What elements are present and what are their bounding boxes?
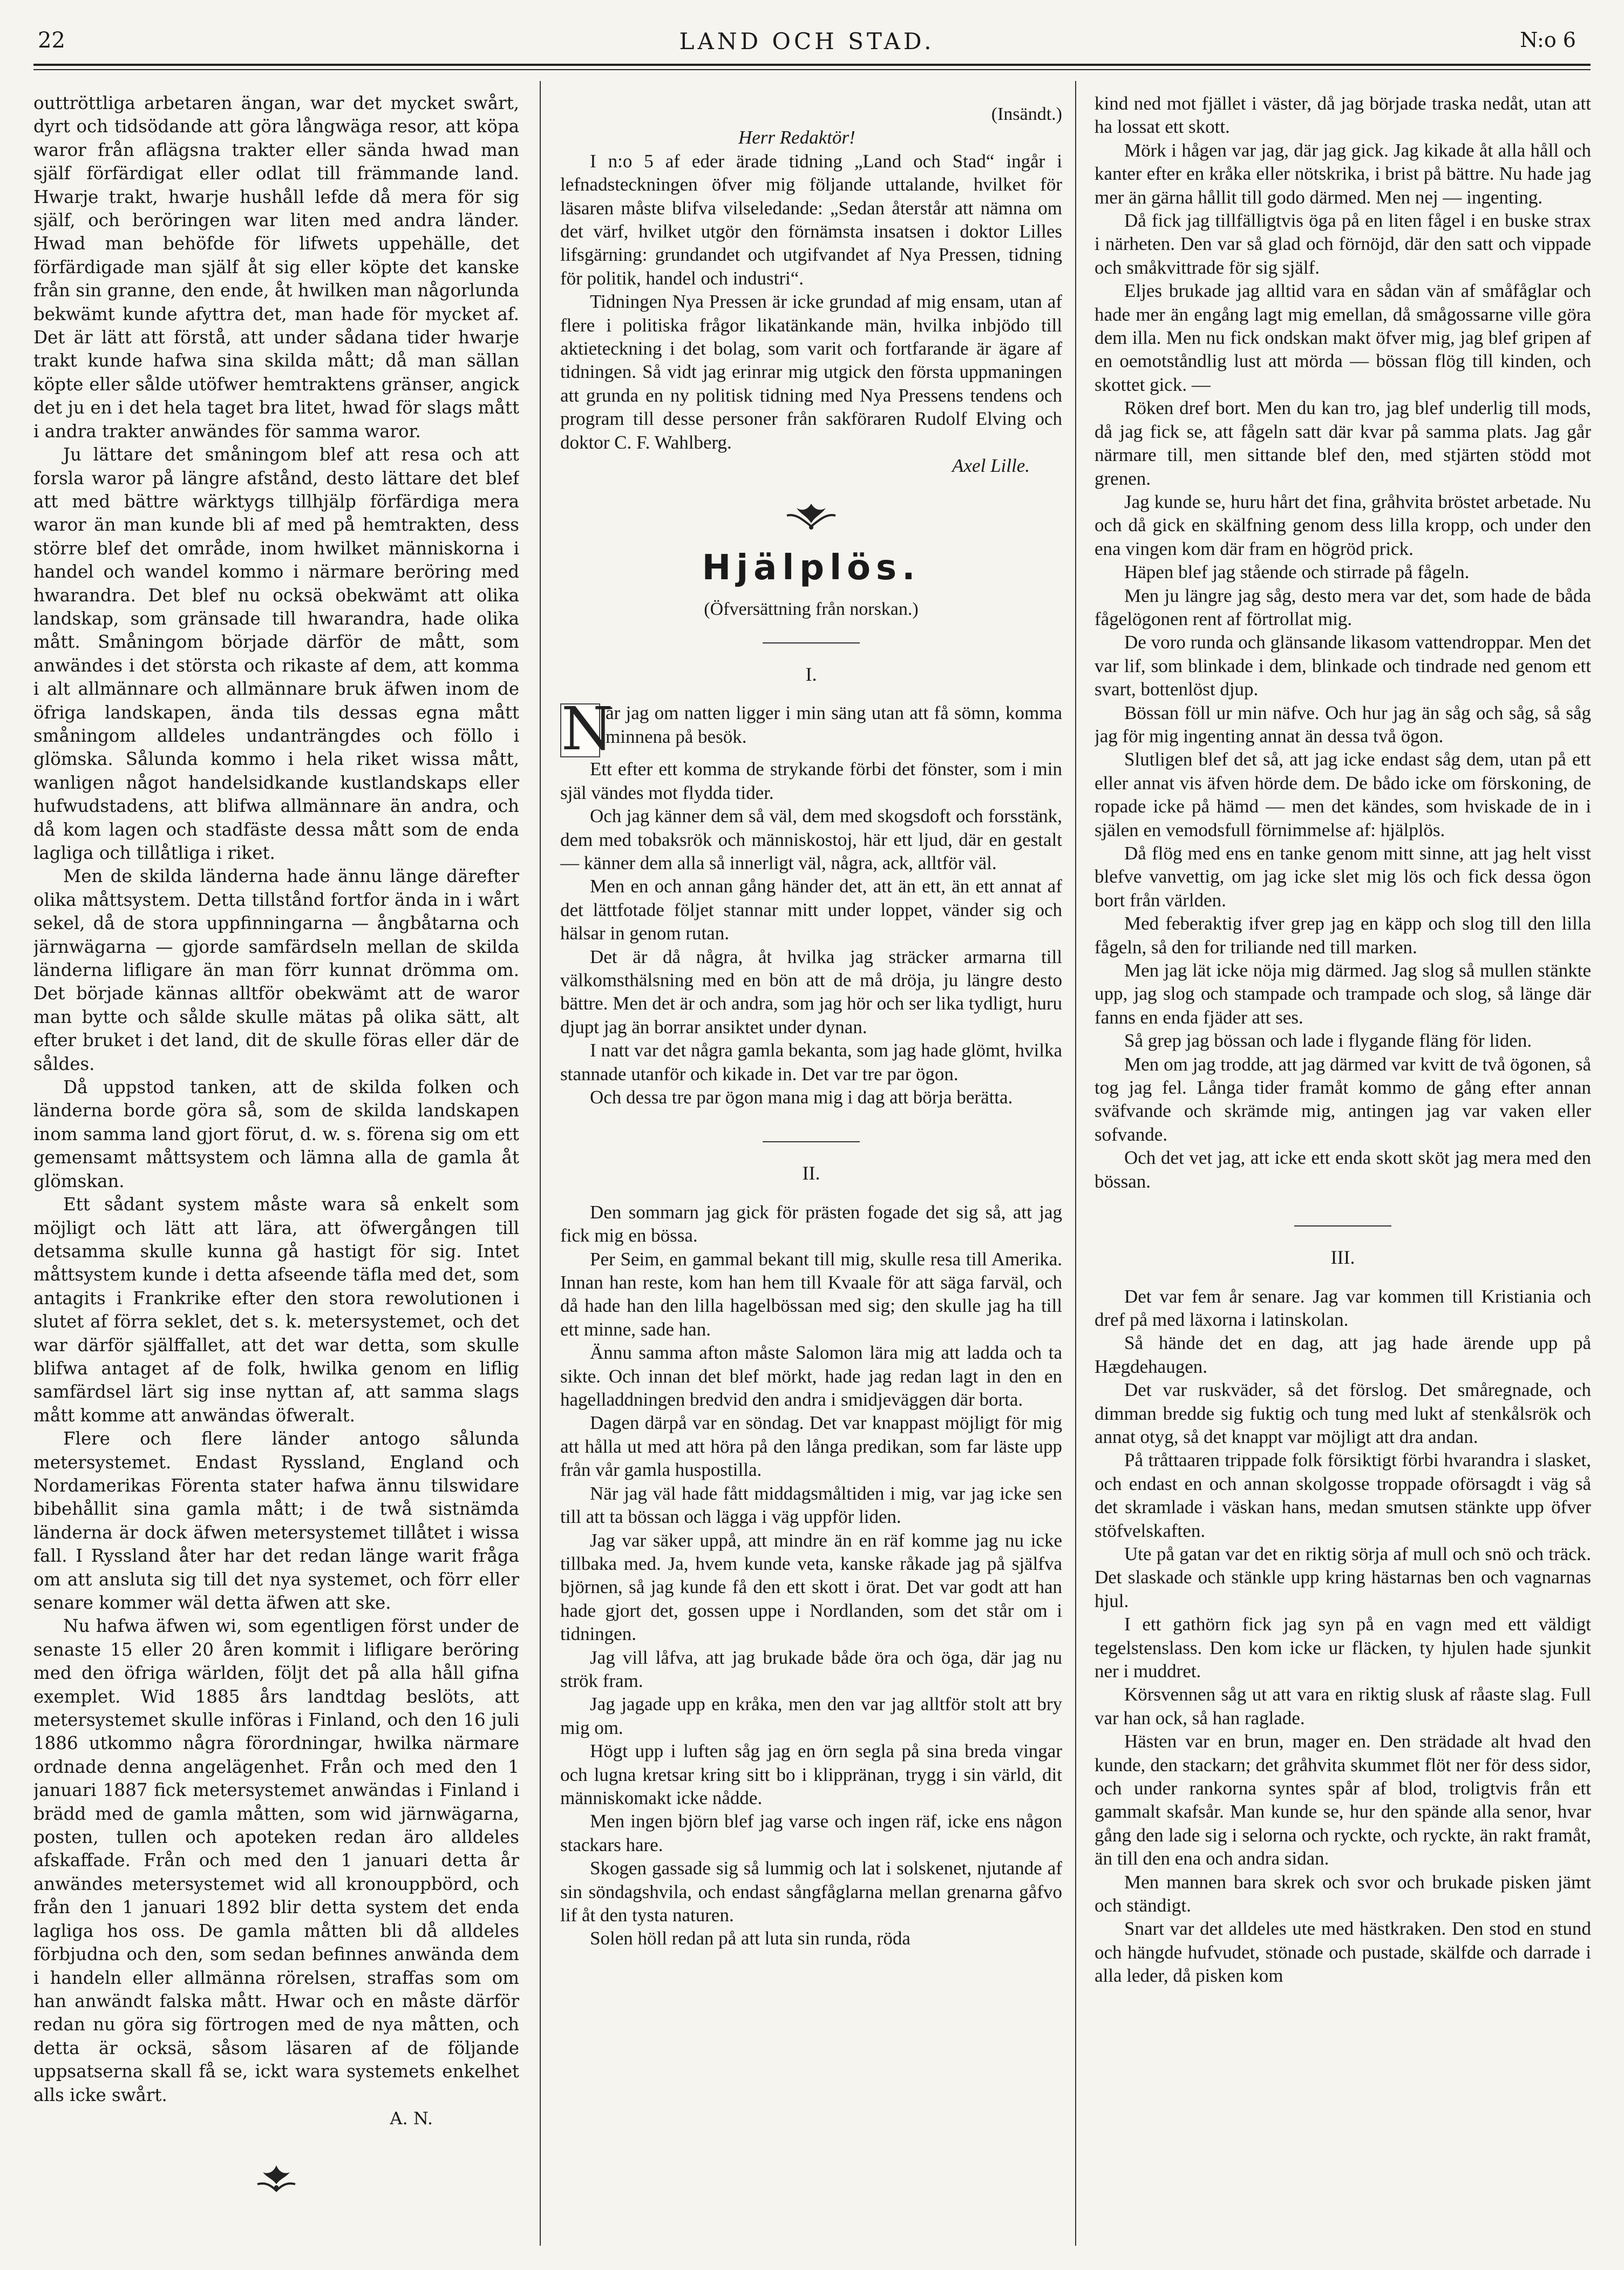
story-paragraph: Häpen blef jag stående och stirrade på fågeln. bbox=[1124, 561, 1470, 583]
story-paragraph: Högt upp i luften såg jag en örn segla på sina breda vingar och lugna kretsar kring sitt bo i klippränan, trygg i sin värld, dit människomakt icke nådde. bbox=[560, 1740, 1062, 1808]
letter-paragraph: I n:o 5 af eder ärade tidning „Land och Stad“ ingår i lefnadsteckningen öfver mig följande uttalande, hvilket för läsaren måste blifva vilseledande: „Sedan återstår att nämna om det värf, hvilket utgör den förnämsta insatsen i doktor Lilles lifsgärning: grundandet och utgifvandet af Nya Pressen, tidning för politik, handel och industri“. bbox=[560, 150, 1062, 289]
column-metric-article bbox=[33, 92, 519, 2246]
story-paragraph: Men en och annan gång händer det, att än ett, än ett annat af det lättfotade följet stannar mitt under loppet, vänder sig och hälsar in genom rutan. bbox=[560, 876, 1062, 944]
story-paragraph: Men mannen bara skrek och svor och brukade pisken jämt och ständigt. bbox=[1095, 1871, 1591, 1916]
story-paragraph: Dagen därpå var en söndag. Det var knappast möjligt för mig att hålla ut med att höra på den långa predikan, som far läste upp från vår gamla huspostilla. bbox=[560, 1412, 1062, 1481]
story-paragraph: kind ned mot fjället i väster, då jag började traska nedåt, utan att ha lossat ett skott. bbox=[1095, 93, 1591, 138]
submitted-label: (Insändt.) bbox=[991, 104, 1062, 124]
story-paragraph: Ett efter ett komma de strykande förbi det fönster, som i min själ vändes mot flydda tider. bbox=[560, 758, 1062, 803]
story-paragraph: Men om jag trodde, att jag därmed var kvitt de två ögonen, så tog jag fel. Långa tider framåt kommo de gång efter annan sväfvande och skrämde mig, antingen jag var vaken eller sofvande. bbox=[1095, 1053, 1591, 1145]
story-paragraph: Mörk i hågen var jag, där jag gick. Jag kikade åt alla håll och kanter efter en kråka eller nötskrika, i brist på bättre. Nu hade jag mer än gärna hållit till godo därmed. Men nej — ingenting. bbox=[1095, 139, 1591, 208]
article-paragraph: outtröttliga arbetaren ängan, war det mycket swårt, dyrt och tidsödande att göra långwäga resor, att köpa waror från aflägsna trakter eller sända hwad man själf förfärdigat eller odlat till främmande land. Hwarje trakt, hwarje hushåll lefde då mera för sig själf, och beröringen war liten med andra länder. Hwad man behöfde för lifwets uppehälle, det förfärdigade man själf åt sig eller köpte det kanske från sin granne, den ende, åt hwilken man någorlunda bekwämt kunde afyttra det, man hade för mycket af. Det är lätt att förstå, att under sådana tider hwarje trakt kunde hafwa sina skilda mått; då man sällan köpte eller sålde utöfwer hemtraktens gränser, angick det ju en i det hela taget bra litet, hwad för slags mått i andra trakter anwändes för samma waror. bbox=[33, 93, 519, 442]
letter-salutation: Herr Redaktör! bbox=[738, 127, 855, 148]
section-rule bbox=[1294, 1225, 1391, 1227]
story-paragraph: Så grep jag bössan och lade i flygande fläng för liden. bbox=[1124, 1030, 1532, 1052]
story-paragraph: Så hände det en dag, att jag hade ärende upp på Hægdehaugen. bbox=[1095, 1332, 1591, 1377]
letter-paragraph: Tidningen Nya Pressen är icke grundad af mig ensam, utan af flere i politiska frågor likatänkande män, hvilka inbjödo till aktieteckning i det bolag, som varit och fortfarande är ägare af tidningen. Så vidt jag erinrar mig utgick den första uppmaningen att grunda en ny politisk tidning med Nya Pressens tendens och program till desse personer från sakföraren Rudolf Elving och doktor C. F. Wahlberg. bbox=[560, 291, 1062, 453]
section-rule bbox=[763, 1141, 860, 1142]
chapter-heading: III. bbox=[1330, 1246, 1355, 1269]
story-paragraph: Solen höll redan på att luta sin runda, röda bbox=[590, 1928, 910, 1949]
newspaper-title: LAND OCH STAD. bbox=[679, 28, 935, 55]
story-paragraph: Röken dref bort. Men du kan tro, jag blef underlig till mods, då jag fick se, att fågeln satt där kvar på samma plats. Jag går närmare till, men sittande blef den, med stjärten stödd mot grenen. bbox=[1095, 397, 1591, 489]
ornament-icon bbox=[782, 499, 841, 532]
header-rule bbox=[33, 64, 1591, 66]
story-paragraph: Då flög med ens en tanke genom mitt sinne, att jag helt visst blefve vanvettig, om jag icke slet mig lös och fick dessa ögon bort från världen. bbox=[1095, 843, 1591, 911]
story-paragraph: Per Seim, en gammal bekant till mig, skulle resa till Amerika. Innan han reste, kom han hem till Kvaale för att säga farväl, och då hade han den lilla hagelbössan med sig; den skulle jag ha till ett minne, sade han. bbox=[560, 1248, 1062, 1340]
article-paragraph: Då uppstod tanken, att de skilda folken och länderna borde göra så, som de skilda landskapen inom samma land gjort förut, d. w. s. förena sig om ett gemensamt måttsystem och lämna alla de gamla åt glömskan. bbox=[33, 1077, 519, 1191]
drop-cap-initial: N bbox=[561, 694, 614, 764]
column-story-continued bbox=[1095, 92, 1591, 2246]
story-paragraph: Körsvennen såg ut att vara en riktig slusk af råaste slag. Full var han ock, så han raglade. bbox=[1095, 1684, 1591, 1729]
story-title: Hjälplös. bbox=[702, 547, 921, 588]
issue-number: N:o 6 bbox=[1520, 28, 1576, 52]
story-paragraph: Med feberaktig ifver grep jag en käpp och slog till den lilla fågeln, så den for triliande ned till marken. bbox=[1095, 913, 1591, 958]
story-paragraph: Slutligen blef det så, att jag icke endast såg dem, utan på ett eller annat vis äfven hörde dem. De bådo icke om förskoning, de ropade icke på hämd — men det kändes, som hviskade de in i själen en vemodsfull förnimmelse af: hjälplös. bbox=[1095, 749, 1591, 841]
page-header bbox=[38, 28, 1576, 66]
column-letter-and-story bbox=[560, 92, 1062, 2246]
article-signature: A. N. bbox=[390, 2108, 433, 2129]
story-paragraph: Jag vill låfva, att jag brukade både öra och öga, där jag nu strök fram. bbox=[560, 1646, 1062, 1691]
story-paragraph: Ännu samma afton måste Salomon lära mig att ladda och ta sikte. Och innan det blef mörkt, hade jag redan lagt in den en hagelladdningen bredvid den andra i smidjeväggen där borta. bbox=[560, 1342, 1062, 1411]
story-paragraph: När jag väl hade fått middagsmåltiden i mig, var jag icke sen till att ta bössan och lägga i väg uppför liden. bbox=[560, 1482, 1062, 1528]
section-rule bbox=[763, 642, 860, 643]
story-paragraph: Jag var säker uppå, att mindre än en räf komme jag nu icke tillbaka med. Ja, hvem kunde veta, kanske råkade jag på själfva björnen, så jag kunde få den ett skott i örat. Det var godt att han hade gjort det, gossen uppe i Nordlanden, som det står om i tidningen. bbox=[560, 1529, 1062, 1645]
story-paragraph: Det var ruskväder, så det förslog. Det småregnade, och dimman bredde sig fuktig och tung med lukt af stenkålsrök och annat otyg, så det knappt var möjligt att dra andan. bbox=[1095, 1379, 1591, 1447]
story-paragraph: Och jag känner dem så väl, dem med skogsdoft och forsstänk, dem med tobaksrök och människostoj, här ett ljud, där en gestalt — känner dem alla så innerligt väl, några, ack, alltför väl. bbox=[560, 805, 1062, 873]
story-subtitle: (Öfversättning från norskan.) bbox=[704, 599, 919, 619]
story-paragraph: Men jag lät icke nöja mig därmed. Jag slog så mullen stänkte upp, jag slog och stampade och trampade och slog, så länge där fanns en enda fjäder att ses. bbox=[1095, 960, 1591, 1028]
story-paragraph: Bössan föll ur min näfve. Och hur jag än såg och såg, så såg jag för mig ingenting annat än dessa två ögon. bbox=[1095, 702, 1591, 747]
story-paragraph: På tråttaaren trippade folk försiktigt förbi hvarandra i slasket, och endast en och annan skolgosse troppade oförsagdt i väg så det skramlade i väskan hans, medan smutsen stänkte upp öfver stöfvelskaften. bbox=[1095, 1449, 1591, 1541]
story-paragraph: Det är då några, åt hvilka jag sträcker armarna till välkomsthälsning med en bön att de må dröja, ju längre desto bättre. Men det är och andra, som jag hör och ser lika tydligt, huru djupt jag än borrar ansiktet under dynan. bbox=[560, 946, 1062, 1038]
story-paragraph: Ute på gatan var det en riktig sörja af mull och snö och träck. Det slaskade och stänkle upp kring hästarnas ben och vagnarnas hjul. bbox=[1095, 1543, 1591, 1611]
story-paragraph: Den sommarn jag gick för prästen fogade det sig så, att jag fick mig en bössa. bbox=[560, 1201, 1062, 1246]
story-opening bbox=[560, 694, 1062, 764]
story-paragraph: Det var fem år senare. Jag var kommen till Kristiania och dref på med läxorna i latinskolan. bbox=[1095, 1285, 1591, 1330]
story-paragraph: Jag jagade upp en kråka, men den var jag alltför stolt att bry mig om. bbox=[560, 1693, 1062, 1738]
column-divider bbox=[1075, 81, 1076, 2246]
story-paragraph: De voro runda och glänsande likasom vattendroppar. Men det var lif, som blinkade i dem, blinkade och tindrade ned genom ett svart, bottenlöst djup. bbox=[1095, 632, 1591, 700]
column-divider bbox=[540, 81, 541, 2246]
story-paragraph: Eljes brukade jag alltid vara en sådan vän af småfåglar och hade mer än engång lagt mig emellan, då smågossarne ville göra dem illa. Men nu fick ondskan makt öfver mig, jag blef gripen af en oemotståndlig lust att mörda — bössan flög till kinden, och skottet gick. — bbox=[1095, 280, 1591, 395]
story-paragraph: Jag kunde se, huru hårt det fina, gråhvita bröstet arbetade. Nu och då gick en skälfning genom dess lilla kropp, och under den ena vingen kom där fram en högröd prick. bbox=[1095, 491, 1591, 559]
story-paragraph: Hästen var en brun, mager en. Den strädade alt hvad den kunde, den stackarn; det gråhvita skummet flöt ner för dess sidor, och under rankorna syntes spår af blod, troligtvis från ett gammalt skafsår. Man kunde se, hur den spände alla senor, hvar gång den lade sig i selorna och ryckte, och ryckte, än rakt framåt, än till den ena och andra sidan. bbox=[1095, 1731, 1591, 1869]
story-paragraph: I ett gathörn fick jag syn på en vagn med ett väldigt tegelstenslass. Den kom icke ur fläcken, ty hjulen hade sjunkit ner i muddret. bbox=[1095, 1614, 1591, 1682]
chapter-heading: II. bbox=[802, 1162, 820, 1184]
story-paragraph: Men ju längre jag såg, desto mera var det, som hade de båda fågelögonen rent af förtrollat mig. bbox=[1095, 585, 1591, 629]
story-paragraph: Och dessa tre par ögon mana mig i dag att börja berätta. bbox=[590, 1087, 1013, 1108]
story-paragraph: Skogen gassade sig så lummig och lat i solskenet, njutande af sin söndagshvila, och endast sångfåglarna mellan grenarna gåfvo lif åt den tysta naturen. bbox=[560, 1858, 1062, 1926]
story-paragraph: Då fick jag tillfälligtvis öga på en liten fågel i en buske strax i närheten. Den var så glad och förnöjd, där den satt och vippade och småkvittrade för sig själf. bbox=[1095, 210, 1591, 278]
article-paragraph: Ju lättare det småningom blef att resa och att forsla waror på längre afstånd, desto lättare det blef att med bättre wärktygs tillhjälp förfärdiga mera waror än man kunde bli af med på hemtrakten, dess större blef det område, inom hwilket människorna i handel och wandel kommo i närmare beröring med hwarandra. Det blef nu ocksä obekwämt att olika landskap, som gränsade till hwarandra, hade olika mått. Småningom började därför de mått, som anwändes i det största och rikaste af dem, att komma i alt allmännare och allmännare bruk äfwen inom de öfriga landskapen, ända tils dessas egna mått småningom alldeles undanträngdes och föllo i glömska. Sålunda kommo i hela riket wissa mått, wanligen något handelsidkande kustlandskaps eller hufwudstadens, att blifwa allmännare än andra, och då kom lagen och stadfäste dessa mått som de enda lagliga och tillåtliga i riket. bbox=[33, 444, 519, 863]
article-paragraph: Men de skilda länderna hade ännu länge därefter olika måttsystem. Detta tillstånd fortfor ända in i wårt sekel, då de stora uppfinningarna — ångbåtarna och järnwägarna — gjorde samfärdseln mellan de skilda länderna lifligare än man förr kunnat drömma om. Det började kännas alltför obekwämt att de waror man bytte och sålde skulle mätas på olika sätt, alt efter bruket i det land, dit de skulle föras eller där de såldes. bbox=[33, 866, 519, 1074]
article-paragraph: Nu hafwa äfwen wi, som egentligen först under de senaste 15 eller 20 åren kommit i lifligare beröring med den öfriga wärlden, följt det på alla håll gifna exemplet. Wid 1885 års landtdag beslöts, att metersystemet skulle införas i Finland, och den 16 juli 1886 utkommo några förordningar, hwilka närmare ordnade denna angelägenhet. Från och med den 1 januari 1887 fick metersystemet anwändas i Finland i brädd med de gamla måtten, som wid järnwägarna, posten, tullen och apoteken redan äro alldeles afskaffade. Från och med den 1 januari detta år anwändes metersystemet wid all kronouppbörd, och från den 1 januari 1892 blir detta system det enda lagliga hos oss. De gamla måtten bli då alldeles förbjudna och den, som sedan befinnes anwända dem i handeln eller allmänna rörelsen, straffas som om han anwändt falska mått. Hwar och en måste därför redan nu göra sig förtrogen med de nya måtten, och detta är ocksä, såsom läsaren af de följande uppsatserna skall få se, ickt wara systemets enkelhet alls icke swårt. bbox=[33, 1616, 519, 2105]
story-paragraph: I natt var det några gamla bekanta, som jag hade glömt, hvilka stannade utanför och kikade in. Det var tre par ögon. bbox=[560, 1040, 1062, 1085]
article-paragraph: Flere och flere länder antogo sålunda metersystemet. Endast Ryssland, England och Nordamerikas Förenta stater hafwa ännu tilswidare bibehållit sina gamla mått; i de twå sistnämda länderna är dock äfwen metersystemet tillåtet i wissa fall. I Ryssland åter har det redan länge warit fråga om att ansluta sig till det nya systemet, och förr eller senare kommer wäl detta äfwen att ske. bbox=[33, 1428, 519, 1613]
fleuron-ornament-icon bbox=[252, 2163, 301, 2195]
story-paragraph: Och det vet jag, att icke ett enda skott sköt jag mera med den bössan. bbox=[1095, 1147, 1591, 1192]
story-paragraph: Men ingen björn blef jag varse och ingen räf, icke ens någon stackars hare. bbox=[560, 1811, 1062, 1855]
chapter-heading: I. bbox=[805, 663, 817, 685]
story-paragraph: är jag om natten ligger i min säng utan att få sömn, komma minnena på besök. bbox=[606, 702, 1062, 747]
header-rule-thin bbox=[33, 69, 1591, 70]
letter-signature: Axel Lille. bbox=[952, 455, 1030, 477]
page-number: 22 bbox=[38, 28, 65, 53]
story-paragraph: Snart var det alldeles ute med hästkraken. Den stod en stund och hängde hufvudet, stönade och pustade, skälfde och darrade i alla leder, då pisken kom bbox=[1095, 1918, 1591, 1987]
article-paragraph: Ett sådant system måste wara så enkelt som möjligt och lätt att lära, att öfwergången till detsamma skulle kunna gå hastigt för sig. Intet måttsystem kunde i detta afseende täfla med det, som antagits i Frankrike efter den stora rewolutionen i slutet af förra seklet, det s. k. metersystemet, och det war därför själffallet, att det war detta, som skulle blifwa antaget af de folk, hwilka genom en liflig samfärdsel lärt sig inse nyttan af, att samma slags mått komme att anwändas öfweralt. bbox=[33, 1194, 519, 1426]
